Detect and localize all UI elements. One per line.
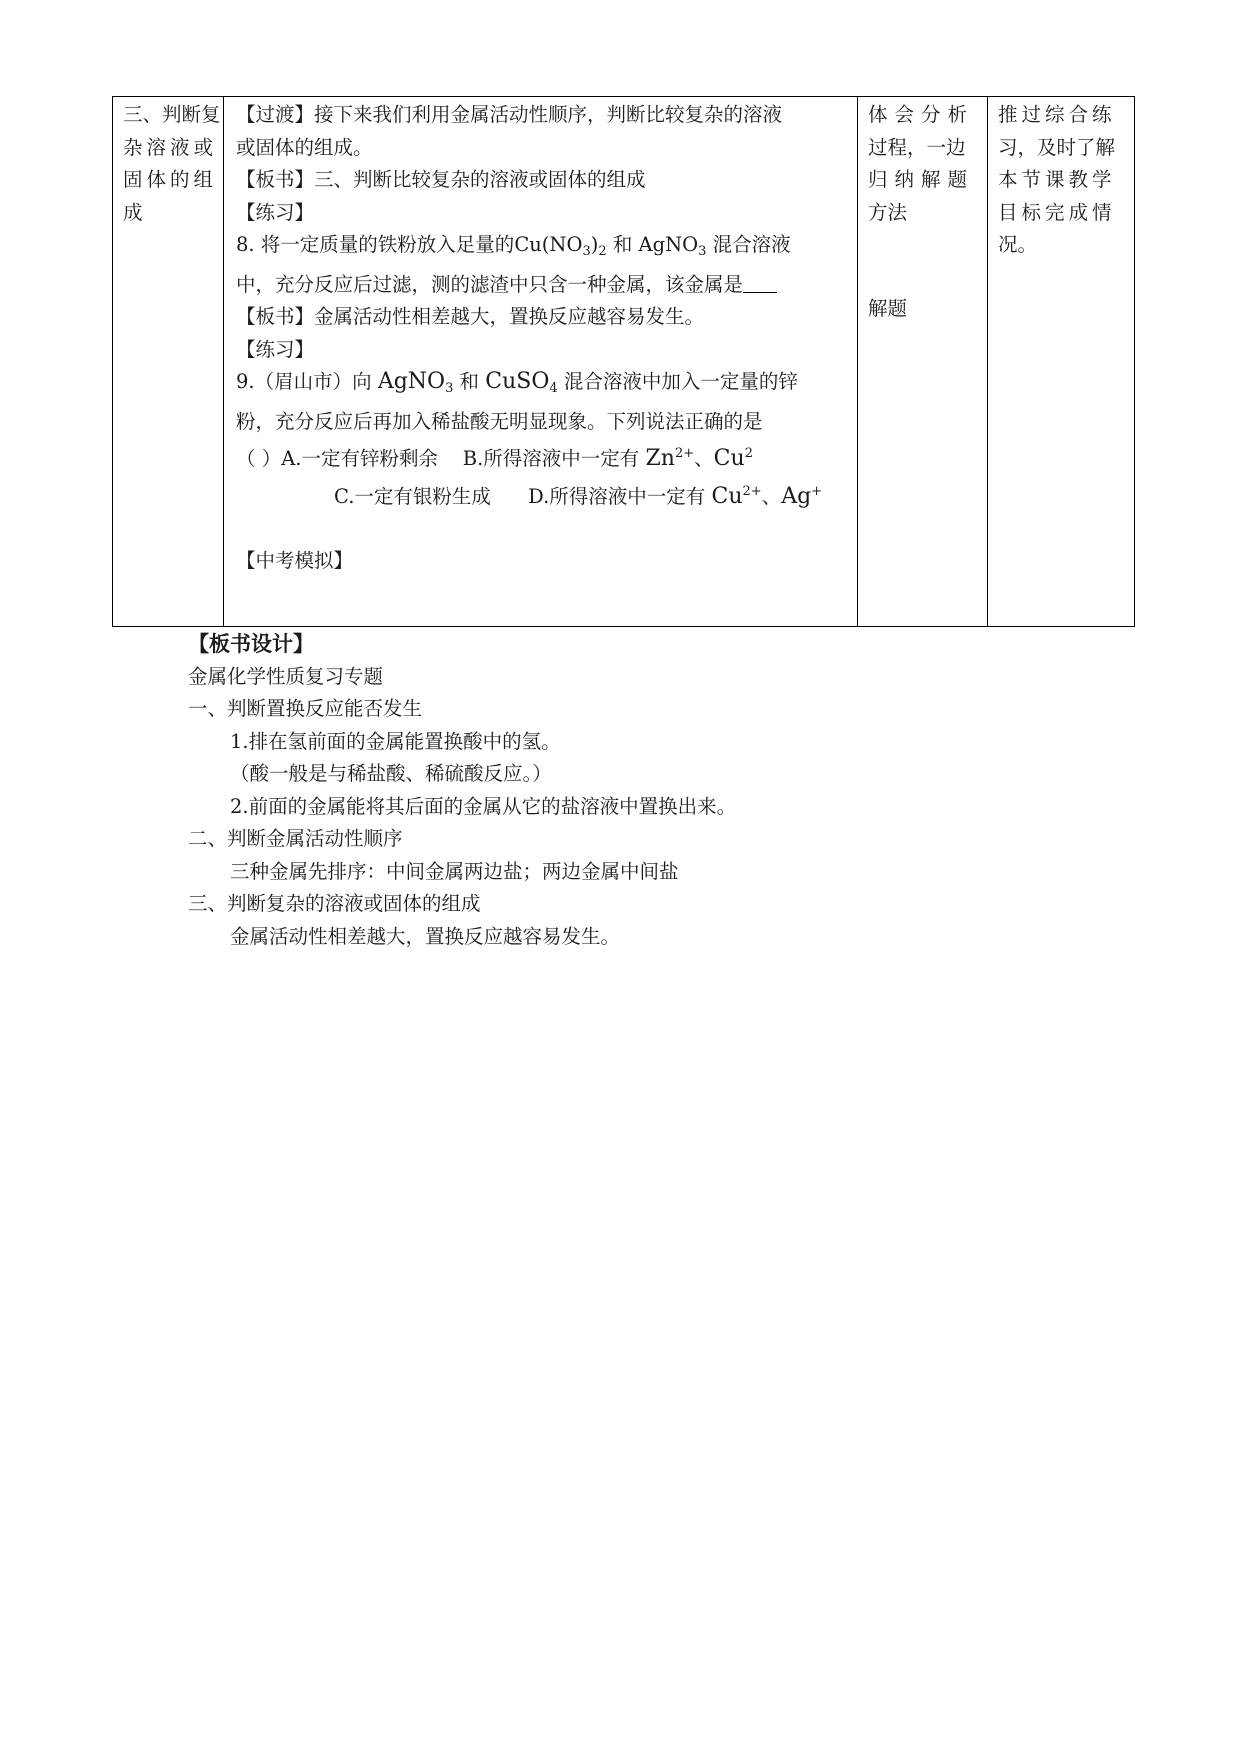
ion-zinc: Zn	[645, 446, 675, 471]
practice-label-2: 【练习】	[236, 337, 315, 361]
ion-copper: Cu	[711, 483, 743, 509]
subscript: 4	[549, 381, 558, 396]
teaching-content-cell	[236, 97, 846, 578]
conjunction: 和	[606, 233, 639, 256]
answer-paren: （ ）	[236, 447, 282, 470]
q8-text: 中，充分反应后过滤，测的滤渣中只含一种金属，该金属是	[236, 272, 744, 296]
section-title-line: 固体的组	[123, 168, 218, 191]
board-design-section-1: 一、判断置换反应能否发生	[188, 697, 423, 720]
board-design-point: 1.排在氢前面的金属能置换酸中的氢。	[230, 729, 561, 753]
board-design-section	[188, 628, 736, 953]
transition-tag: 【过渡】	[236, 103, 315, 126]
superscript: 2	[744, 446, 753, 461]
question-8-line-1	[236, 229, 846, 269]
superscript: 2+	[674, 446, 695, 461]
board-design-heading: 【板书设计】	[188, 631, 314, 656]
formula-silver-nitrate: AgNO	[638, 233, 699, 256]
practice-label-1: 【练习】	[236, 200, 315, 224]
q9-text: 9.（眉山市）向	[236, 370, 378, 393]
activity-line: 过程，一边	[868, 135, 966, 159]
answer-blank	[743, 272, 777, 293]
intent-line: 推过综合练	[998, 103, 1116, 126]
board-design-point: 2.前面的金属能将其后面的金属从它的盐溶液中置换出来。	[230, 794, 737, 818]
board-design-section-2: 二、判断金属活动性顺序	[188, 827, 403, 850]
board-design-point: 金属活动性相差越大，置换反应越容易发生。	[230, 924, 621, 948]
board-design-point: 三种金属先排序：中间金属两边盐；两边金属中间盐	[230, 859, 679, 883]
lesson-table	[112, 96, 1135, 627]
activity-solve: 解题	[868, 297, 908, 320]
subscript: 3	[698, 244, 707, 259]
separator: 、	[761, 484, 782, 508]
question-9-options-cd	[236, 476, 846, 514]
section-title-line: 杂溶液或	[123, 135, 218, 159]
paren: )	[590, 233, 599, 256]
option-a: A.一定有锌粉剩余	[281, 447, 438, 470]
formula-silver-nitrate: AgNO	[377, 369, 446, 394]
activity-line: 体会分析	[868, 103, 975, 126]
section-title-line: 成	[123, 200, 143, 224]
q8-text: 8. 将一定质量的铁粉放入足量的	[236, 233, 515, 256]
intent-line: 目标完成情	[998, 200, 1116, 224]
intent-line: 习，及时了解	[998, 135, 1116, 159]
design-intent-cell	[998, 97, 1128, 262]
board-design-title: 金属化学性质复习专题	[188, 664, 384, 688]
subscript: 3	[445, 381, 454, 396]
board-design-note: （酸一般是与稀盐酸、稀硫酸反应。）	[230, 762, 552, 785]
formula-copper-sulfate: CuSO	[485, 369, 550, 394]
intent-line: 本节课教学	[998, 168, 1116, 191]
transition-text: 接下来我们利用金属活动性顺序，判断比较复杂的溶液	[314, 103, 783, 126]
transition-line	[236, 99, 846, 132]
subscript: 2	[598, 244, 607, 259]
activity-line: 方法	[868, 200, 908, 224]
question-9-line-2: 粉，充分反应后再加入稀盐酸无明显现象。下列说法正确的是	[236, 409, 763, 433]
ion-silver: Ag	[781, 483, 812, 509]
q9-text: 混合溶液中加入一定量的锌	[557, 370, 798, 393]
formula-copper-nitrate: Cu(NO	[514, 233, 583, 256]
q8-text: 混合溶液	[706, 233, 791, 256]
intent-line: 况。	[998, 233, 1038, 256]
section-title-line: 三、判断复	[123, 103, 221, 126]
activity-line: 归纳解题	[868, 168, 975, 191]
separator: 、	[694, 447, 714, 470]
superscript: +	[811, 483, 823, 499]
option-d: D.所得溶液中一定有	[528, 484, 712, 508]
ion-copper: Cu	[713, 446, 745, 471]
mock-exam-label: 【中考模拟】	[236, 549, 354, 572]
board-design-section-3: 三、判断复杂的溶液或固体的组成	[188, 892, 481, 915]
student-activity-cell	[868, 97, 980, 326]
board-note-1: 【板书】三、判断比较复杂的溶液或固体的组成	[236, 168, 646, 191]
option-b: B.所得溶液中一定有	[462, 447, 646, 470]
superscript: 2+	[742, 483, 762, 499]
question-9-options-ab	[236, 438, 846, 476]
conjunction: 和	[453, 370, 486, 393]
question-9-line-1	[236, 366, 846, 406]
column-divider	[987, 97, 988, 626]
column-divider	[857, 97, 858, 626]
section-title-cell	[123, 97, 223, 229]
column-divider	[223, 97, 224, 626]
subscript: 3	[582, 244, 591, 259]
question-8-line-2	[236, 269, 846, 302]
option-c: C.一定有银粉生成	[334, 484, 491, 508]
board-note-2: 【板书】金属活动性相差越大，置换反应越容易发生。	[236, 305, 705, 328]
transition-line-2: 或固体的组成。	[236, 135, 373, 159]
